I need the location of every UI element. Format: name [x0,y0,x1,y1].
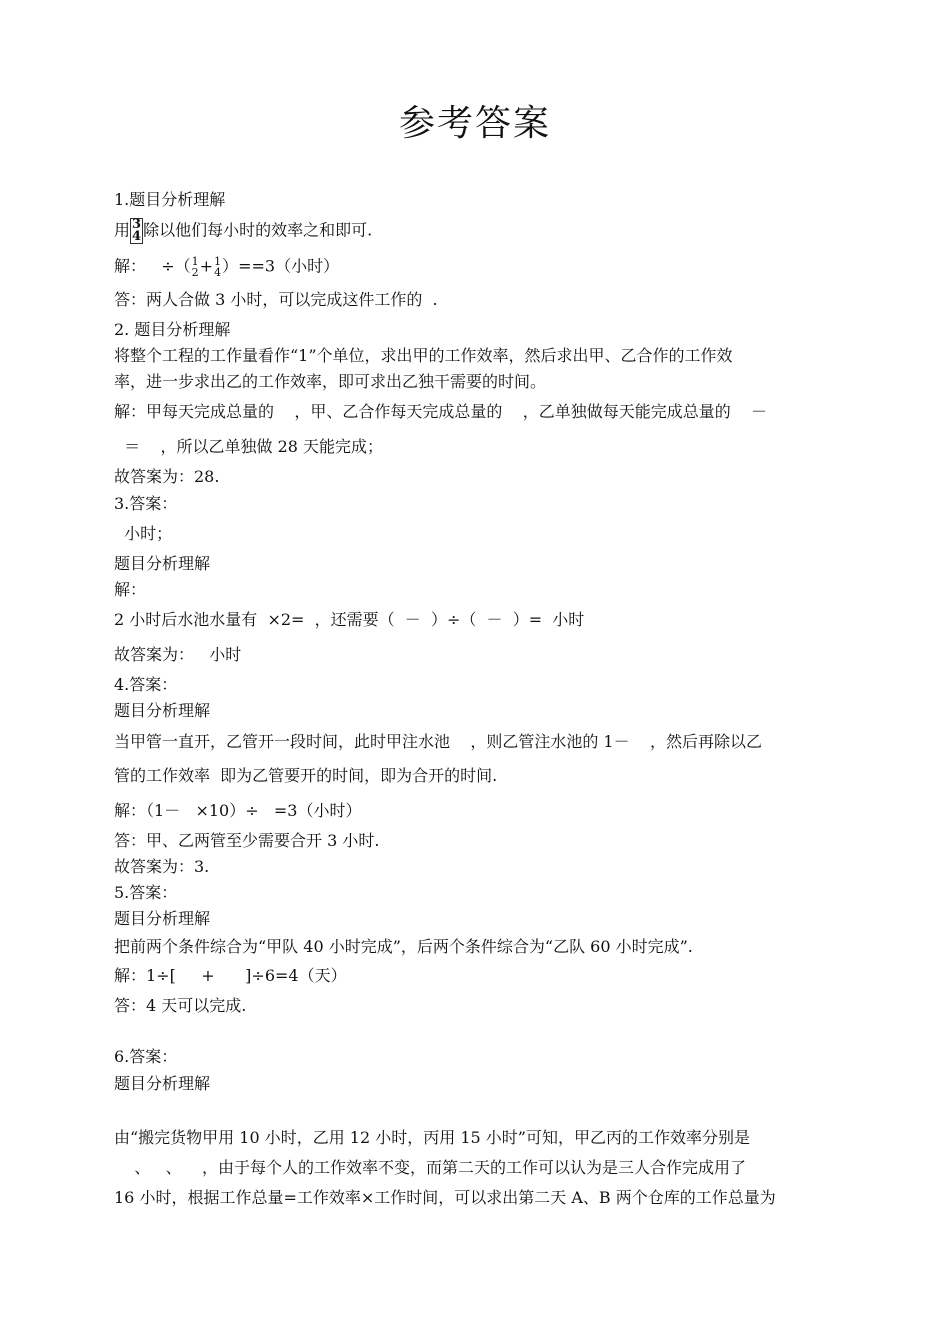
q3-calc: 2 小时后水池水量有 ×2= ，还需要（ － ）÷（ － ）= 小时 [114,610,585,629]
q2-heading: 2. 题目分析理解 [114,320,231,339]
q5-para-1: 把前两个条件综合为“甲队 40 小时完成”，后两个条件综合为“乙队 60 小时完成”. [114,937,693,956]
q4-heading: 4.答案： [114,675,178,694]
q1-sol-post: ）==3（小时） [222,256,340,276]
q1-heading: 1.题目分析理解 [114,190,226,209]
q5-analysis: 题目分析理解 [114,909,211,928]
fraction-1-num: 1 [191,255,199,268]
q4-solution: 解：（1－ ×10）÷ =3（小时） [114,801,362,820]
fraction-1 [192,256,199,278]
q3-answer: 小时； [114,524,173,543]
q2-analysis-2: 率，进一步求出乙的工作效率，即可求出乙独干需要的时间。 [114,372,547,391]
box-numerator: 3 [132,217,142,232]
q5-solution: 解：1÷[ + ]÷6=4（天） [114,966,347,985]
q1-answer: 答：两人合做 3 小时，可以完成这件工作的 . [114,290,438,309]
q2-solution-1: 解：甲每天完成总量的 ，甲、乙合作每天完成总量的 ，乙单独做每天能完成总量的 － [114,402,768,421]
q3-analysis: 题目分析理解 [114,554,211,573]
fraction-1-den: 2 [191,266,199,279]
q1-line1-post: 除以他们每小时的效率之和即可. [143,220,373,240]
q6-analysis: 题目分析理解 [114,1074,211,1093]
boxed-fraction [130,218,143,244]
q1-analysis-line [114,218,372,244]
q6-heading: 6.答案： [114,1047,178,1066]
q5-heading: 5.答案： [114,883,178,902]
box-denominator: 4 [132,229,142,244]
q1-line1-pre: 用 [114,220,131,240]
q2-result: 故答案为：28. [114,467,220,486]
q6-para-1: 由“搬完货物甲用 10 小时，乙用 12 小时，丙用 15 小时”可知，甲乙丙的工作效率分别是 [114,1128,750,1147]
q4-answer: 答：甲、乙两管至少需要合开 3 小时. [114,831,380,850]
q4-result: 故答案为：3. [114,857,210,876]
q1-solution [114,256,339,278]
fraction-2-den: 4 [214,266,222,279]
page-title: 参考答案 [398,103,551,144]
q6-para-2: 、 、 ，由于每个人的工作效率不变，而第二天的工作可以认为是三人合作完成用了 [114,1158,746,1177]
plus-sign: + [199,256,214,276]
fraction-2-num: 1 [214,255,222,268]
q3-heading: 3.答案： [114,494,178,513]
q6-para-3: 16 小时，根据工作总量=工作效率×工作时间，可以求出第二天 A、B 两个仓库的工作总量为 [114,1188,776,1207]
q2-solution-2: ＝ ，所以乙单独做 28 天能完成； [114,437,384,456]
q4-para-2: 管的工作效率 即为乙管要开的时间，即为合开的时间. [114,766,498,785]
q3-result: 故答案为： 小时 [114,645,242,664]
q2-analysis-1: 将整个工程的工作量看作“1”个单位，求出甲的工作效率，然后求出甲、乙合作的工作效 [114,346,733,365]
q4-analysis: 题目分析理解 [114,701,211,720]
q5-answer: 答：4 天可以完成. [114,996,247,1015]
fraction-2 [214,256,221,278]
q3-solution-label: 解： [114,580,147,599]
q1-sol-pre: 解： ÷（ [114,256,191,276]
q4-para-1: 当甲管一直开，乙管开一段时间，此时甲注水池 ，则乙管注水池的 1－ ，然后再除以乙 [114,732,762,751]
